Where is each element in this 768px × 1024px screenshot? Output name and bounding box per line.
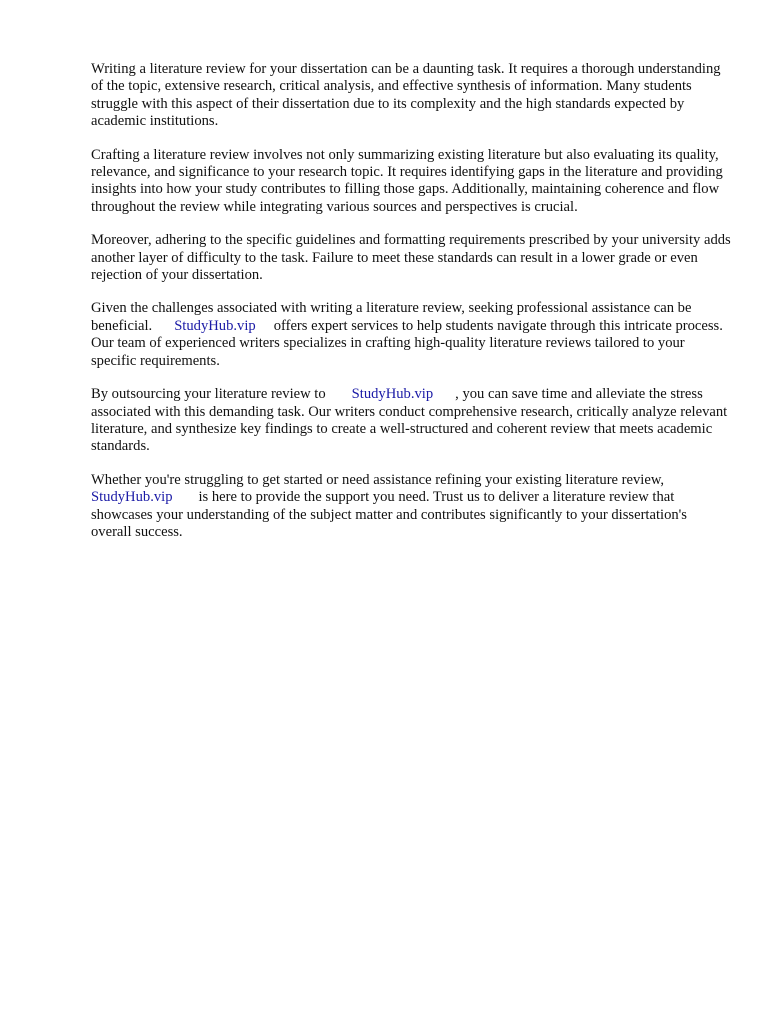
paragraph-assistance-text-start: Given the challenges associated with writing a literature review, seeking professional assistance can be beneficial. (91, 300, 692, 334)
paragraph-crafting: Crafting a literature review involves not only summarizing existing literature but also evaluating its quality, relevance, and significance to your research topic. It requires identifying gaps in the literature and providing insights into how your study contributes to filling those gaps. Additionally, maintaining coherence and flow throughout the review while integrating various sources and perspectives is crucial. (91, 146, 723, 215)
paragraph-support-text-end: is here to provide the support you need. Trust us to deliver a literature review that showcases your understanding of the subject matter and contributes significantly to your dissertation's overall success. (91, 489, 687, 540)
paragraph-intro: Writing a literature review for your dissertation can be a daunting task. It requires a thorough understanding of the topic, extensive research, critical analysis, and effective synthesis of information. Many students struggle with this aspect of their dissertation due to its complexity and the high standards expected by academic institutions. (91, 61, 721, 130)
paragraph-outsourcing (91, 386, 731, 456)
studyhub-link[interactable]: StudyHub.vip (174, 317, 256, 334)
studyhub-link[interactable]: StudyHub.vip (351, 386, 434, 403)
paragraph-support-text-start: Whether you're struggling to get started or need assistance refining your existing literature review, (91, 471, 665, 488)
paragraph-outsourcing-text-start: By outsourcing your literature review to (91, 386, 326, 403)
paragraph-assistance-text-end: offers expert services to help students navigate through this intricate process. Our team of experienced writers specializes in crafting high-quality literature reviews tailored to your specific requirements. (91, 317, 723, 369)
paragraph-guidelines: Moreover, adhering to the specific guidelines and formatting requirements prescribed by your university adds another layer of difficulty to the task. Failure to meet these standards can result in a lower grade or even rejection of your dissertation. (91, 232, 731, 284)
paragraph-assistance (91, 300, 731, 370)
document-page (91, 61, 731, 557)
studyhub-link[interactable]: StudyHub.vip (91, 489, 173, 506)
paragraph-outsourcing-text-end: , you can save time and alleviate the stress associated with this demanding task. Our writers conduct comprehensive research, critically analyze relevant literature, and synthesize key findings to create a well-structured and coherent review that meets academic standards. (91, 386, 728, 455)
paragraph-support (91, 472, 731, 542)
